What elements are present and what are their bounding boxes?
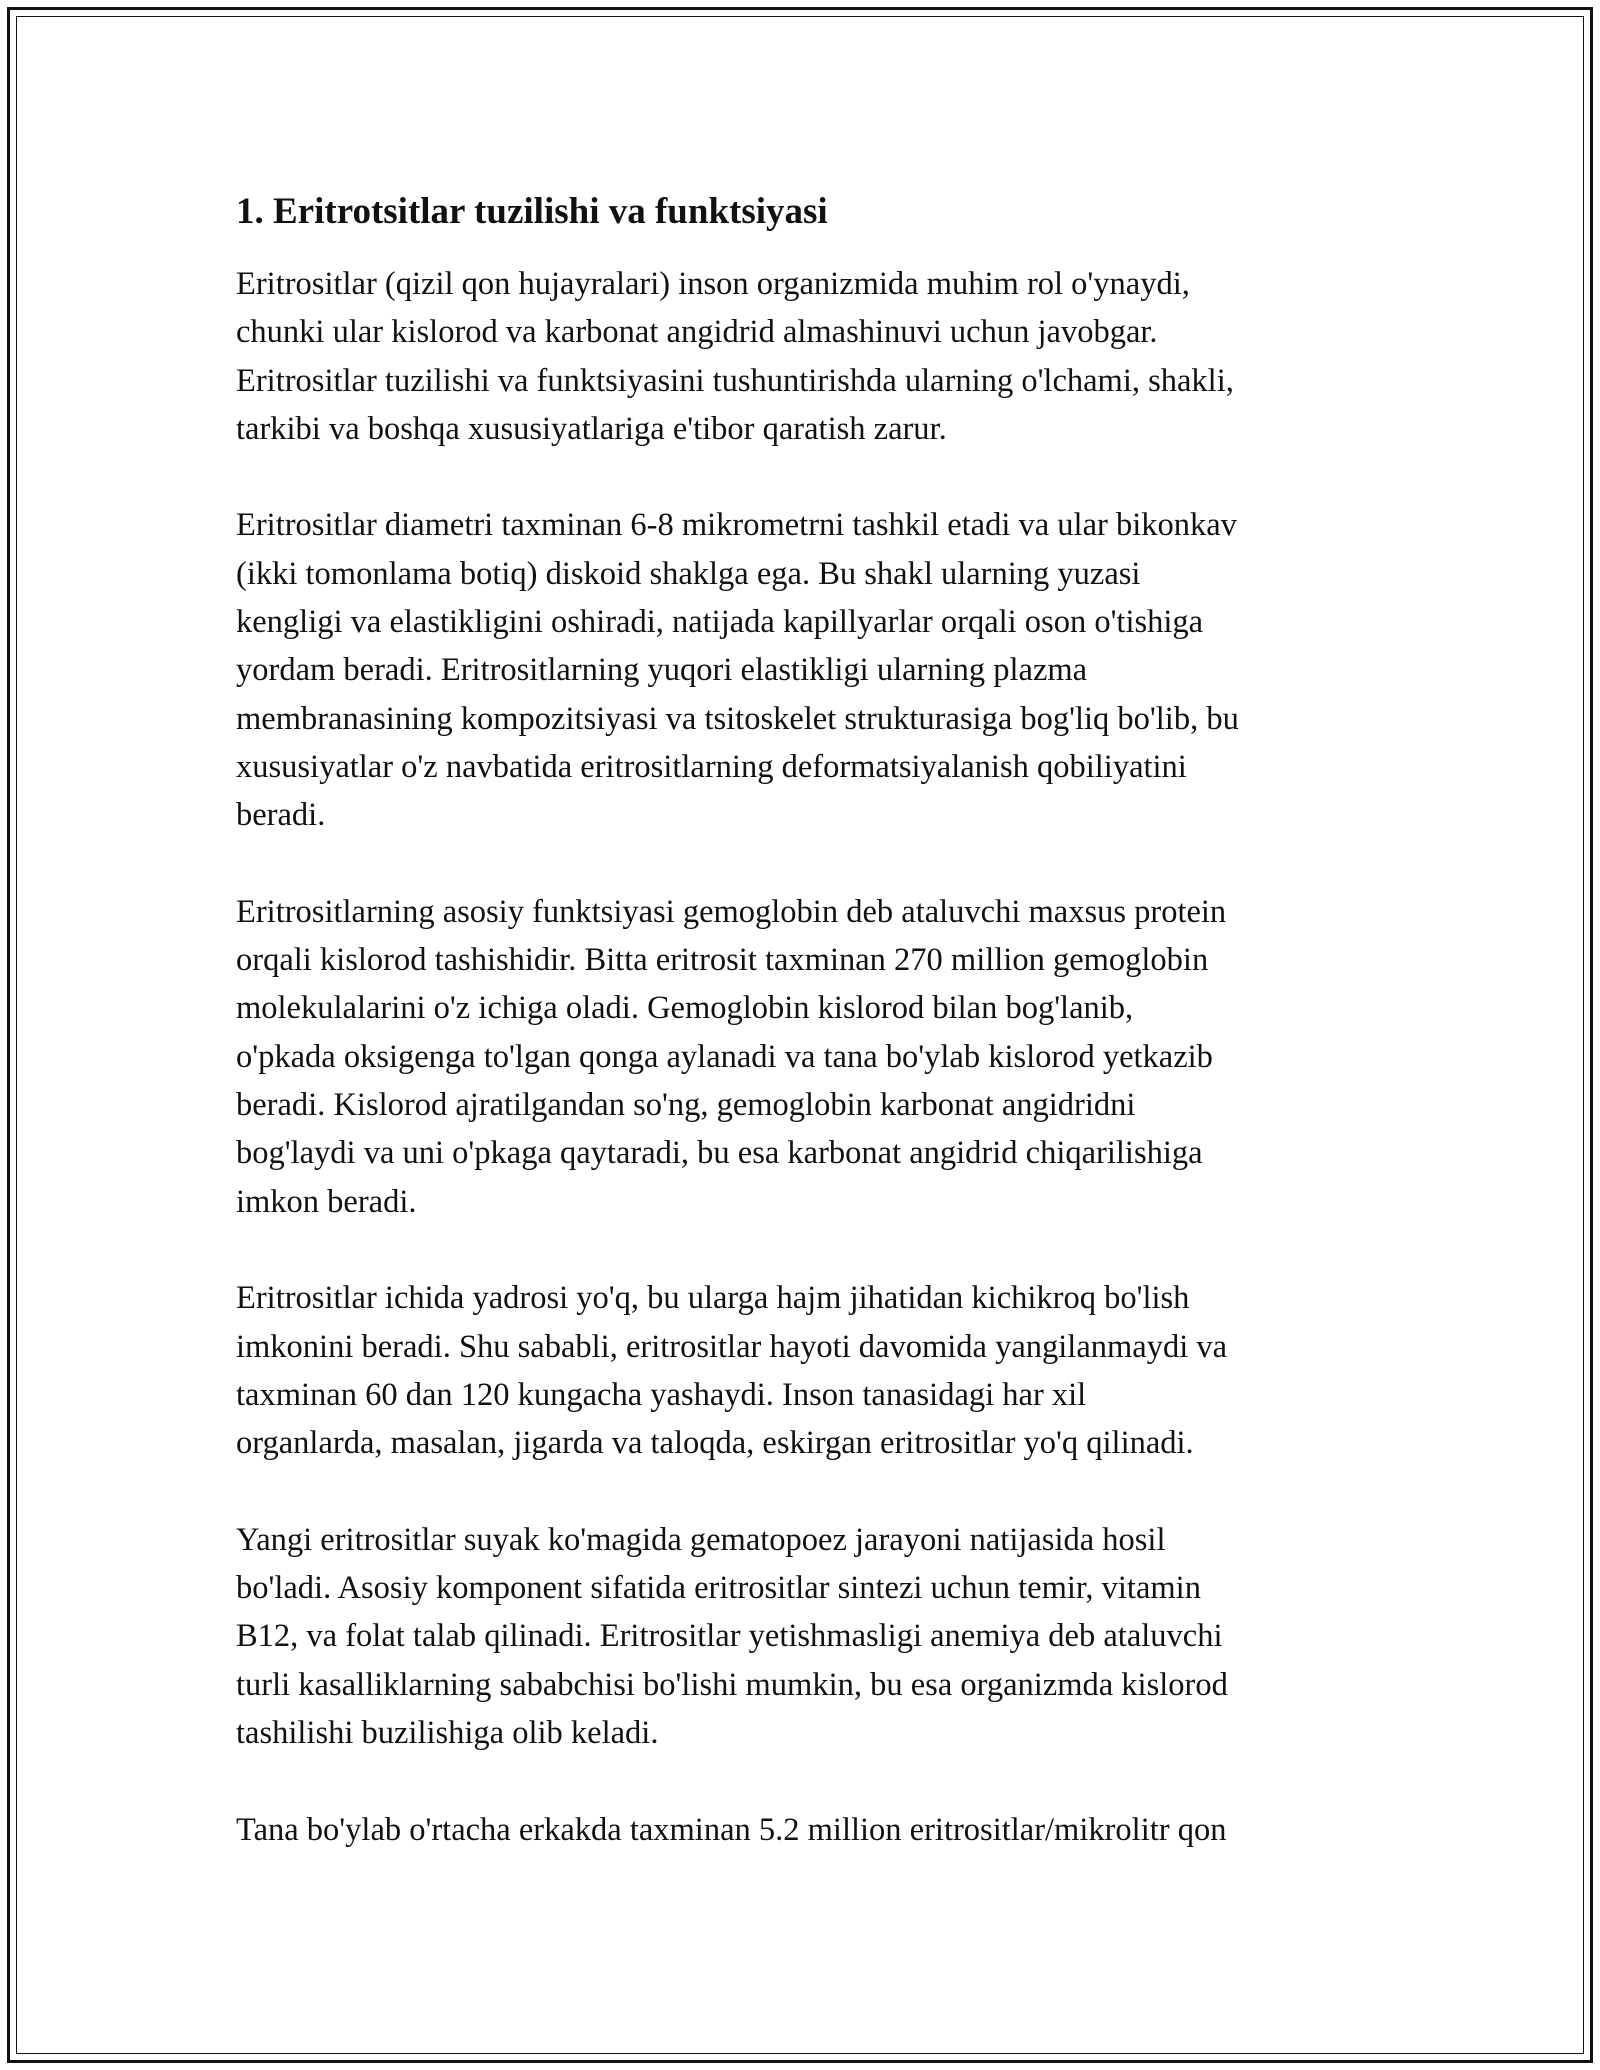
paragraph-count: Tana bo'ylab o'rtacha erkakda taxminan 5.2 million eritrositlar/mikrolitr qon [236,1811,1227,1848]
paragraph-function: Eritrositlarning asosiy funktsiyasi gemoglobin deb ataluvchi maxsus protein orqali kislorod tashishidir. Bitta eritrosit taxminan 270 million gemoglobin molekulalarini o'z ichiga oladi. Gemoglobin kislorod bilan bog'lanib, o'pkada oksigenga to'lgan qonga aylanadi va tana bo'ylab kislorod yetkazib beradi. Kislorod ajratilgandan so'ng, gemoglobin karbonat angidridni bog'laydi va uni o'pkaga qaytaradi, bu esa karbonat angidrid chiqarilishiga imkon beradi. [236,893,1227,1220]
paragraph-shape: Eritrositlar diametri taxminan 6-8 mikrometrni tashkil etadi va ular bikonkav (ikki tomonlama botiq) diskoid shaklga ega. Bu shakl ularning yuzasi kengligi va elastikligini oshiradi, natijada kapillyarlar orqali oson o'tishiga yordam beradi. Eritrositlarning yuqori elastikligi ularning plazma membranasining kompozitsiyasi va tsitoskelet strukturasiga bog'liq bo'lib, bu xususiyatlar o'z navbatida eritrositlarning deformatsiyalanish qobiliyatini beradi. [236,507,1239,834]
paragraph-nucleus: Eritrositlar ichida yadrosi yo'q, bu ularga hajm jihatidan kichikroq bo'lish imkonini beradi. Shu sababli, eritrositlar hayoti davomida yangilanmaydi va taxminan 60 dan 120 kungacha yashaydi. Inson tanasidagi har xil organlarda, masalan, jigarda va taloqda, eskirgan eritrositlar yo'q qilinadi. [236,1280,1228,1462]
document-body [236,186,1386,1902]
paragraph-production: Yangi eritrositlar suyak ko'magida gematopoez jarayoni natijasida hosil bo'ladi. Asosiy komponent sifatida eritrositlar sintezi uchun temir, vitamin B12, va folat talab qilinadi. Eritrositlar yetishmasligi anemiya deb ataluvchi turli kasalliklarning sababchisi bo'lishi mumkin, bu esa organizmda kislorod tashilishi buzilishiga olib keladi. [236,1521,1228,1751]
section-heading: 1. Eritrotsitlar tuzilishi va funktsiyasi [236,191,828,232]
paragraph-structure: Eritrositlar (qizil qon hujayralari) inson organizmida muhim rol o'ynaydi, chunki ular kislorod va karbonat angidrid almashinuvi uchun javobgar. Eritrositlar tuzilishi va funktsiyasini tushuntirishda ularning o'lchami, shakli, tarkibi va boshqa xususiyatlariga e'tibor qaratish zarur. [236,266,1234,447]
